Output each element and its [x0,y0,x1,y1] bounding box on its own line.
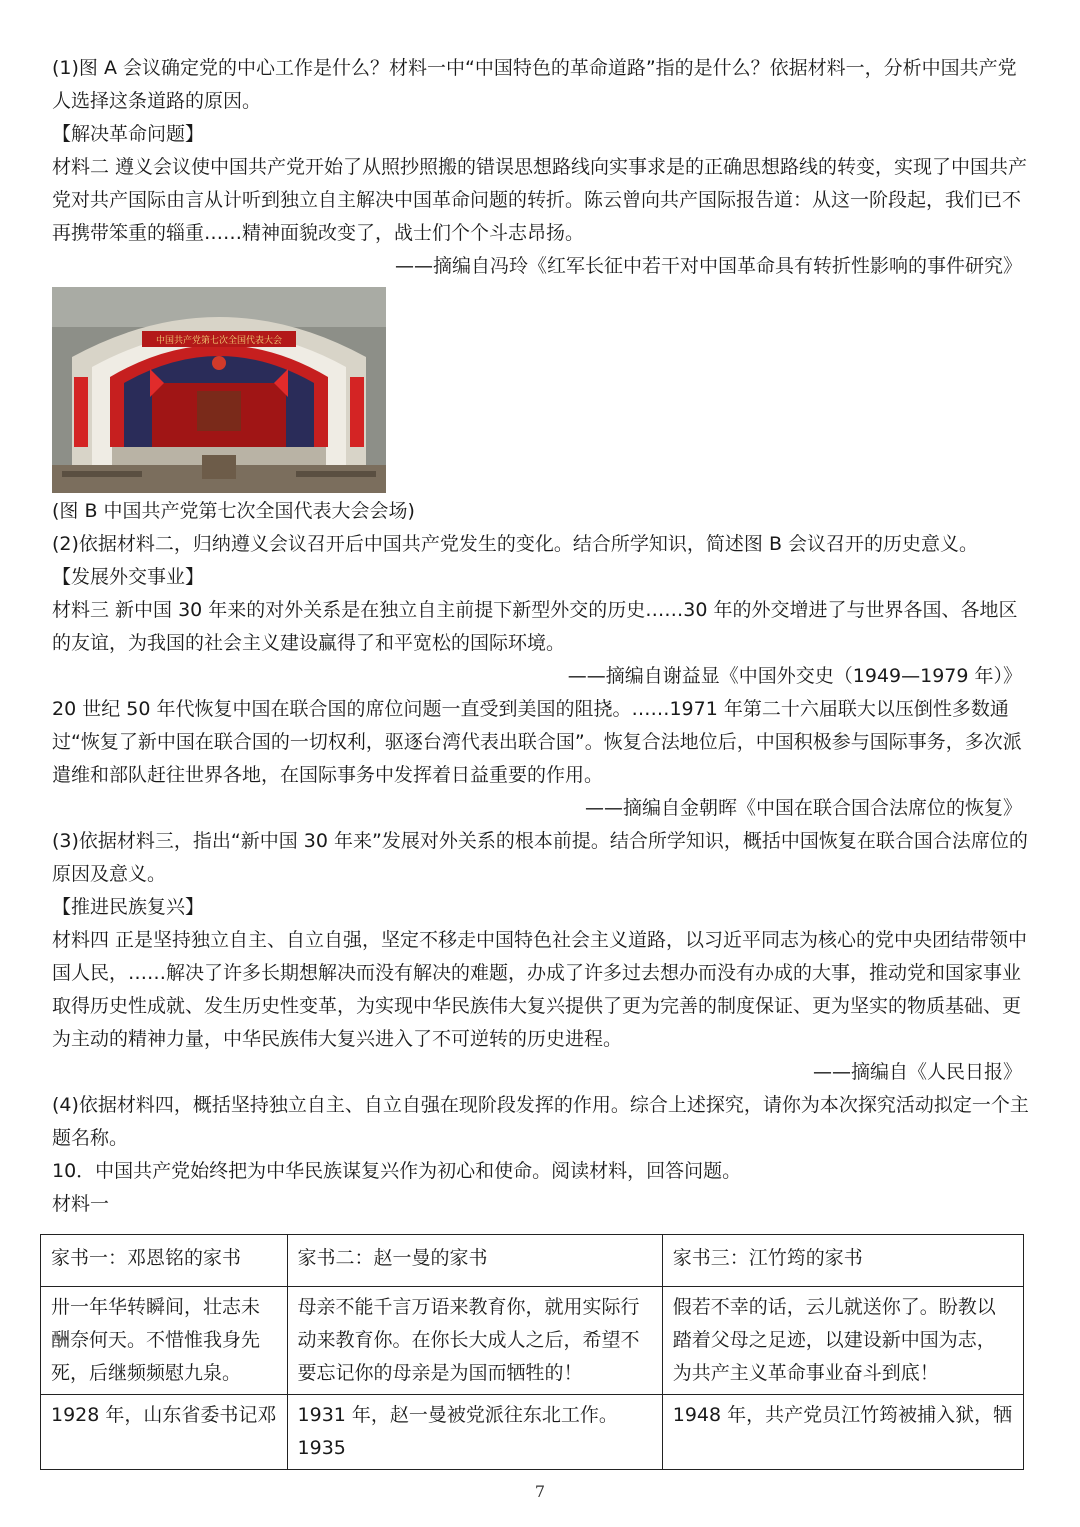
page-number: 7 [534,1482,546,1501]
question-3: (3)依据材料三，指出“新中国 30 年来”发展对外关系的根本前提。结合所学知识，概括中国恢复在联合国合法席位的原因及意义。 [52,830,1028,885]
figure-b-caption: (图 B 中国共产党第七次全国代表大会会场) [52,500,415,522]
section-heading-diplomacy: 【发展外交事业】 [52,566,205,588]
table-header-row [41,1235,1024,1287]
table-cell-note: 1931 年，赵一曼被党派往东北工作。1935 [287,1395,662,1470]
material-2: 材料二 遵义会议使中国共产党开始了从照抄照搬的错误思想路线向实事求是的正确思想路线的转变，实现了中国共产党对共产国际由言从计听到独立自主解决中国革命问题的转折。陈云曾向共产国际报告道：从这一阶段起，我们已不再携带笨重的辎重……精神面貌改变了，战士们个个斗志昂扬。 [52,156,1028,244]
material-1-label: 材料一 [52,1193,110,1215]
figure-b-photo [52,287,386,493]
table-cell-quote: 假若不幸的话，云儿就送你了。盼教以踏着父母之足迹，以建设新中国为志，为共产主义革命事业奋斗到底！ [662,1287,1023,1395]
table-header-cell: 家书一：邓恩铭的家书 [41,1235,288,1287]
material-4: 材料四 正是坚持独立自主、自立自强，坚定不移走中国特色社会主义道路，以习近平同志为核心的党中央团结带领中国人民，……解决了许多长期想解决而没有解决的难题，办成了许多过去想办而没有办成的大事，推动党和国家事业取得历史性成就、发生历史性变革，为实现中华民族伟大复兴提供了更为完善的制度保证、更为坚实的物质基础、更为主动的精神力量，中华民族伟大复兴进入了不可逆转的历史进程。 [52,929,1028,1050]
material-2-source: ——摘编自冯玲《红军长征中若干对中国革命具有转折性影响的事件研究》 [394,255,1022,277]
question-10: 10．中国共产党始终把为中华民族谋复兴作为初心和使命。阅读材料，回答问题。 [52,1160,742,1182]
section-heading-rejuvenation: 【推进民族复兴】 [52,896,205,918]
table-header-cell: 家书二：赵一曼的家书 [287,1235,662,1287]
table-header-cell: 家书三：江竹筠的家书 [662,1235,1023,1287]
material-4-source: ——摘编自《人民日报》 [812,1061,1022,1083]
table-cell-note: 1948 年，共产党员江竹筠被捕入狱，牺 [662,1395,1023,1470]
material-3a-source: ——摘编自谢益显《中国外交史（1949—1979 年）》 [567,665,1022,687]
photo-banner-text: 中国共产党第七次全国代表大会 [155,336,283,346]
document-body [52,52,1030,1221]
section-heading-revolution: 【解决革命问题】 [52,123,205,145]
question-2: (2)依据材料二，归纳遵义会议召开后中国共产党发生的变化。结合所学知识，简述图 B 会议召开的历史意义。 [52,533,979,555]
table-row [41,1287,1024,1395]
table-cell-quote: 母亲不能千言万语来教育你，就用实际行动来教育你。在你长大成人之后，希望不要忘记你的母亲是为国而牺牲的！ [287,1287,662,1395]
table-cell-note: 1928 年，山东省委书记邓 [41,1395,288,1470]
family-letters-table [40,1234,1024,1470]
material-3b-source: ——摘编自金朝晖《中国在联合国合法席位的恢复》 [584,797,1022,819]
material-3b: 20 世纪 50 年代恢复中国在联合国的席位问题一直受到美国的阻挠。……1971 年第二十六届联大以压倒性多数通过“恢复了新中国在联合国的一切权利，驱逐台湾代表出联合国”。恢复合法地位后，中国积极参与国际事务，多次派遣维和部队赶往世界各地，在国际事务中发挥着日益重要的作用。 [52,698,1022,786]
table-row [41,1395,1024,1470]
question-4: (4)依据材料四，概括坚持独立自主、自立自强在现阶段发挥的作用。综合上述探究，请你为本次探究活动拟定一个主题名称。 [52,1094,1029,1149]
question-1: (1)图 A 会议确定党的中心工作是什么？材料一中“中国特色的革命道路”指的是什么？依据材料一，分析中国共产党人选择这条道路的原因。 [52,57,1017,112]
table-cell-quote: 卅一年华转瞬间，壮志未酬奈何天。不惜惟我身先死，后继频频慰九泉。 [41,1287,288,1395]
material-3a: 材料三 新中国 30 年来的对外关系是在独立自主前提下新型外交的历史……30 年的外交增进了与世界各国、各地区的友谊，为我国的社会主义建设赢得了和平宽松的国际环境。 [52,599,1018,654]
